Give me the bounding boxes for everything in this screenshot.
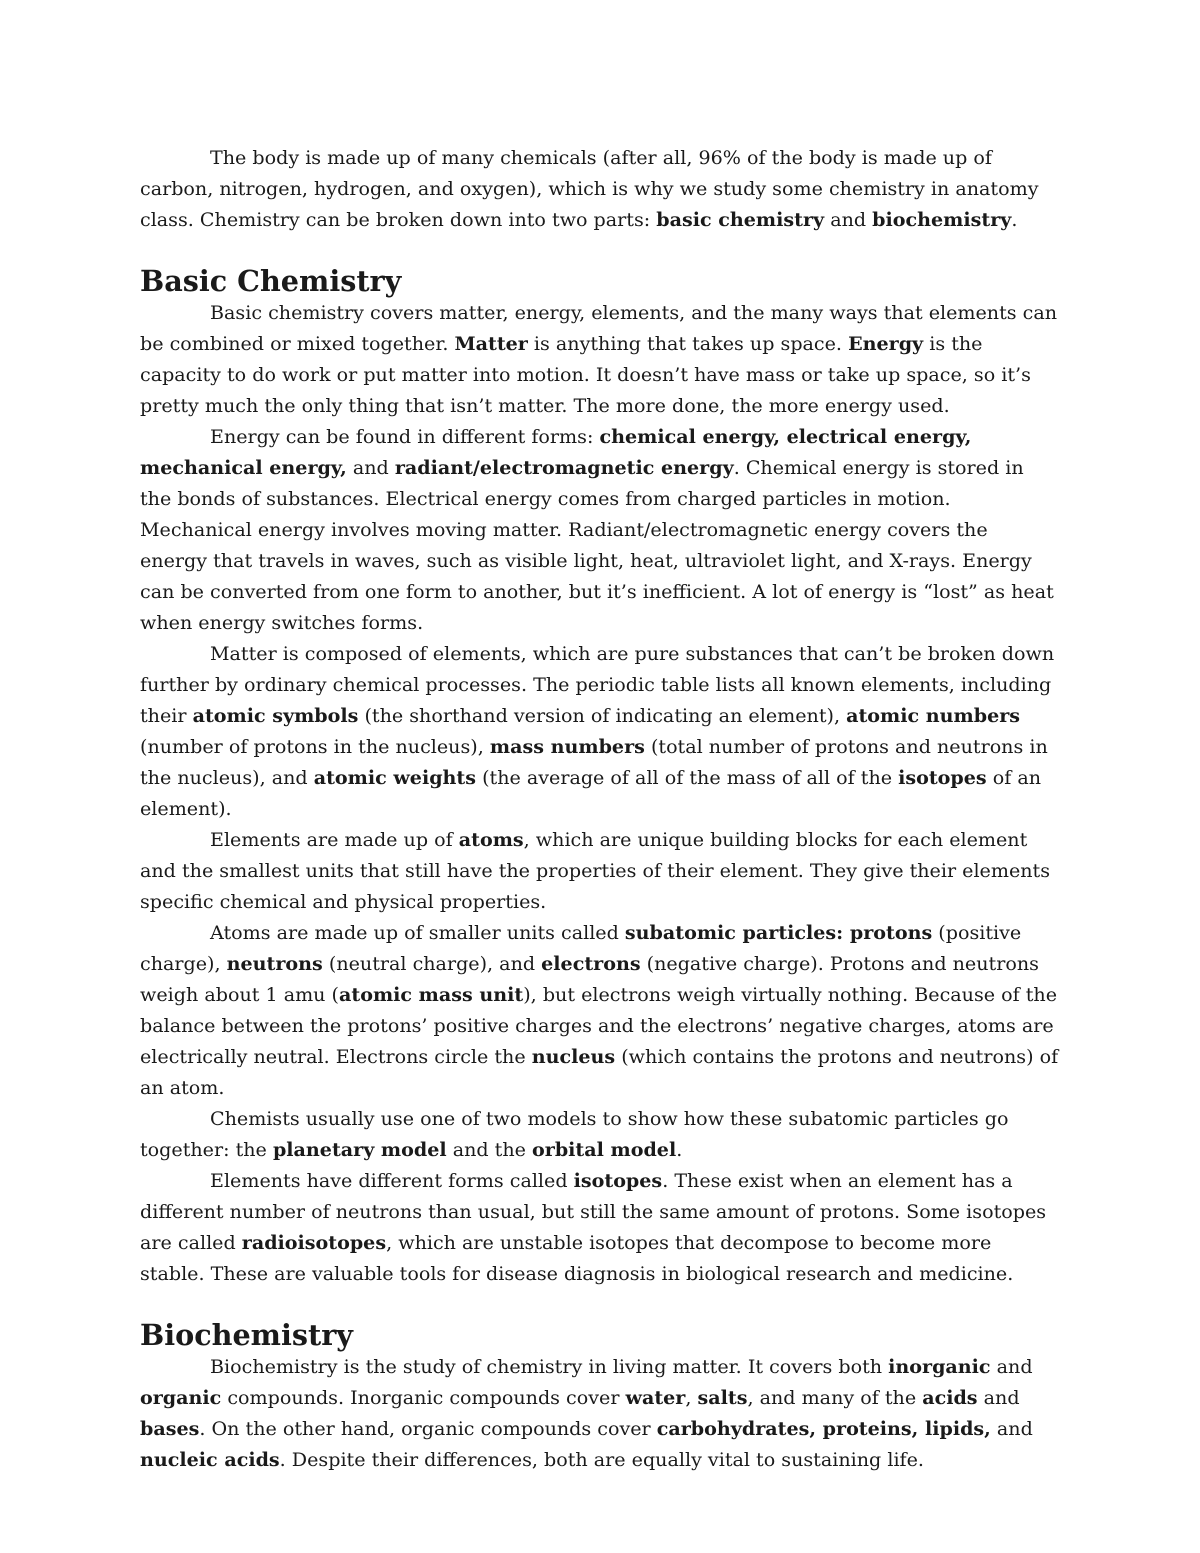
subatomic-particles-paragraph — [140, 917, 1065, 1103]
biochemistry-paragraph — [140, 1351, 1060, 1475]
bold-term: atomic numbers — [846, 704, 1021, 727]
text-run: Atoms are made up of smaller units called — [210, 921, 625, 944]
bold-term: radiant/electromagnetic energy — [394, 456, 734, 479]
bold-term: nucleus — [531, 1045, 616, 1068]
text-run: Energy can be found in different forms: — [210, 425, 600, 448]
text-run: and the — [446, 1138, 533, 1161]
text-run: and — [990, 1417, 1039, 1440]
bold-term: biochemistry — [872, 208, 1012, 231]
bold-term: bases — [140, 1417, 200, 1440]
text-run: The body is made up of many chemicals (after all, 96% of the body is made up of carbon, nitrogen, hydrogen, and oxygen), which is why we study some chemistry in anatomy class. Chemistry can be broken down into two parts: — [140, 146, 1045, 231]
text-run: , which are unique building blocks for each element and the smallest units that still have the properties of their element. They give their elements specific chemical and physical properties. — [140, 828, 1057, 913]
text-run: and — [977, 1386, 1026, 1409]
bold-term: nucleic acids — [140, 1448, 280, 1471]
text-run: Chemists usually use one of two models to show how these subatomic particles go together: the — [140, 1107, 1015, 1161]
text-run: and — [824, 208, 873, 231]
text-run: (number of protons in the nucleus), — [140, 704, 1027, 758]
text-run: . Despite their differences, both are equally vital to sustaining life. — [279, 1448, 924, 1471]
bold-term: Matter — [454, 332, 528, 355]
text-run: and — [990, 1355, 1039, 1378]
bold-term: isotopes — [573, 1169, 663, 1192]
bold-term: atomic mass unit — [339, 983, 524, 1006]
bold-term: water — [625, 1386, 686, 1409]
text-run: . — [1011, 208, 1018, 231]
bold-term: atoms — [458, 828, 524, 851]
bold-term: basic chemistry — [656, 208, 825, 231]
section-heading-biochemistry: Biochemistry — [140, 1318, 353, 1352]
matter-elements-paragraph — [140, 638, 1060, 824]
text-run: Elements have different forms called — [210, 1169, 574, 1192]
bold-term: isotopes — [898, 766, 987, 789]
bold-term: planetary model — [272, 1138, 447, 1161]
basic-chemistry-paragraph — [140, 297, 1064, 421]
text-run: (the average of all of the mass of all of the — [476, 766, 899, 789]
text-run: compounds. Inorganic compounds cover — [221, 1386, 626, 1409]
bold-term: atomic symbols — [192, 704, 359, 727]
section-heading-basic-chemistry: Basic Chemistry — [140, 264, 402, 298]
document-page — [140, 142, 1065, 1475]
bold-term: salts — [697, 1386, 748, 1409]
isotopes-paragraph — [140, 1165, 1060, 1289]
text-run: (negative charge). Protons and neutrons weigh about 1 amu ( — [140, 952, 1045, 1006]
bold-term: electrons — [541, 952, 641, 975]
bold-term: Energy — [848, 332, 924, 355]
bold-term: mass numbers — [489, 735, 645, 758]
text-run: Biochemistry is the study of chemistry in living matter. It covers both — [210, 1355, 889, 1378]
text-run: of an element). — [140, 766, 1048, 820]
text-run: . These exist when an element has a different number of neutrons than usual, but still the same amount of protons. Some isotopes are called — [140, 1169, 1053, 1254]
bold-term: organic — [140, 1386, 222, 1409]
text-run: is anything that takes up space. — [527, 332, 849, 355]
text-run: , which are unstable isotopes that decompose to become more stable. These are valuable tools for disease diagnosis in biological research and medicine. — [140, 1231, 1014, 1285]
bold-term: subatomic particles: protons — [624, 921, 933, 944]
text-run: , and many of the — [747, 1386, 923, 1409]
intro-paragraph — [140, 142, 1060, 235]
bold-term: inorganic — [888, 1355, 991, 1378]
bold-term: radioisotopes — [241, 1231, 387, 1254]
atomic-models-paragraph — [140, 1103, 1060, 1165]
text-run: (neutral charge), and — [322, 952, 542, 975]
text-run: . Chemical energy is stored in the bonds of substances. Electrical energy comes from charged particles in motion. Mechanical energy involves moving matter. Radiant/electromagnetic energy covers the energy that travels in waves, such as visible light, heat, ultraviolet light, and X-rays. Energy can be converted from one form to another, but it’s inefficient. A lot of energy is “lost” as heat when energy switches forms. — [140, 456, 1060, 634]
text-run: Elements are made up of — [210, 828, 459, 851]
text-run: (which contains the protons and neutrons) of an atom. — [140, 1045, 1065, 1099]
bold-term: carbohydrates, proteins, lipids, — [656, 1417, 991, 1440]
energy-forms-paragraph — [140, 421, 1060, 638]
text-run: . On the other hand, organic compounds cover — [199, 1417, 657, 1440]
text-run: is the capacity to do work or put matter into motion. It doesn’t have mass or take up space, so it’s pretty much the only thing that isn’t matter. The more done, the more energy used. — [140, 332, 1037, 417]
bold-term: neutrons — [226, 952, 323, 975]
bold-term: orbital model — [532, 1138, 677, 1161]
text-run: Matter is composed of elements, which are pure substances that can’t be broken down further by ordinary chemical processes. The periodic table lists all known elements, including their — [140, 642, 1061, 727]
bold-term: chemical energy, electrical energy, mechanical energy, — [140, 425, 978, 479]
text-run: (positive charge), — [140, 921, 1028, 975]
text-run: , — [685, 1386, 698, 1409]
text-run: (the shorthand version of indicating an element), — [358, 704, 847, 727]
bold-term: acids — [922, 1386, 978, 1409]
atoms-paragraph — [140, 824, 1060, 917]
text-run: (total number of protons and neutrons in the nucleus), and — [140, 735, 1054, 789]
text-run: and — [346, 456, 395, 479]
text-run: . — [676, 1138, 683, 1161]
bold-term: atomic weights — [313, 766, 476, 789]
text-run: Basic chemistry covers matter, energy, elements, and the many ways that elements can be combined or mixed together. — [140, 301, 1064, 355]
text-run: ), but electrons weigh virtually nothing. Because of the balance between the protons’ positive charges and the electrons’ negative charges, atoms are electrically neutral. Electrons circle the — [140, 983, 1064, 1068]
